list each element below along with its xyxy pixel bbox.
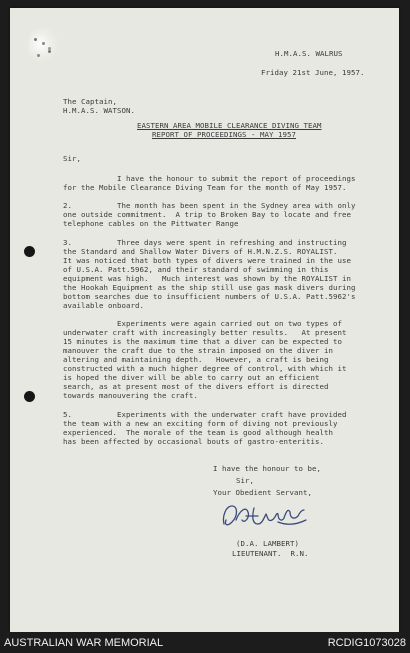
paragraph-4-line: underwater craft with increasingly better results. At present: [63, 328, 347, 337]
paragraph-3-line: equipment was high. Much interest was shown by the ROYALIST in: [63, 274, 351, 283]
paragraph-1-line: for the Mobile Clearance Diving Team for the month of May 1957.: [63, 183, 347, 192]
paragraph-3-line: bottom searches due to insufficient numbers of U.S.A. Patt.5962's: [63, 292, 356, 301]
paragraph-5-line: has been affected by occasional bouts of gastro-enteritis.: [63, 437, 324, 446]
header-ship: H.M.A.S. WALRUS: [275, 49, 343, 58]
paragraph-5-line: 5. Experiments with the underwater craft have provided: [63, 410, 347, 419]
paragraph-2-line: 2. The month has been spent in the Sydney area with only: [63, 201, 356, 210]
paragraph-1-line: I have the honour to submit the report of proceedings: [63, 174, 356, 183]
paragraph-4-line: manouver the craft due to the strain imposed on the diver in: [63, 346, 333, 355]
footer-record-id: RCDIG1073028: [327, 637, 406, 649]
paragraph-3-line: the Standard and Shallow Water Divers of H.M.N.Z.S. ROYALIST.: [63, 247, 338, 256]
paragraph-2-line: one outside commitment. A trip to Broken Bay to locate and free: [63, 210, 351, 219]
paper-stain: [28, 28, 60, 64]
punch-hole-bottom: [24, 391, 35, 402]
paragraph-4-line: constructed with a much higher degree of control, with which it: [63, 364, 347, 373]
paragraph-4-line: 15 minutes is the maximum time that a diver can be expected to: [63, 337, 342, 346]
paragraph-3-line: 3. Three days were spent in refreshing and instructing: [63, 238, 347, 247]
paragraph-4-line: towards manouvering the craft.: [63, 391, 198, 400]
handwritten-signature: [218, 498, 308, 532]
paragraph-4-line: Experiments were again carried out on two types of: [63, 319, 342, 328]
paragraph-5-line: experienced. The morale of the team is good although health: [63, 428, 333, 437]
paragraph-3-line: It was noticed that both types of divers were trained in the use: [63, 256, 351, 265]
report-heading-2: REPORT OF PROCEEDINGS - MAY 1957: [152, 130, 296, 139]
addressee-line-2: H.M.A.S. WATSON.: [63, 106, 135, 115]
paragraph-4-line: search, as at present most of the divers effort is directed: [63, 382, 329, 391]
footer-institution: AUSTRALIAN WAR MEMORIAL: [4, 637, 164, 649]
paragraph-4-line: is hoped the diver will be able to carry out an efficient: [63, 373, 320, 382]
closing-line-2: Sir,: [236, 476, 254, 485]
paragraph-3-line: available onboard.: [63, 301, 144, 310]
header-date: Friday 21st June, 1957.: [261, 68, 365, 77]
paragraph-2-line: telephone cables on the Pittwater Range: [63, 219, 239, 228]
paragraph-4-line: altering and maintaining depth. However, a craft is being: [63, 355, 329, 364]
salutation: Sir,: [63, 154, 81, 163]
paragraph-3-line: of U.S.A. Patt.5962, and their standard of swimming in this: [63, 265, 329, 274]
report-heading-1: EASTERN AREA MOBILE CLEARANCE DIVING TEAM: [137, 121, 322, 130]
document-page: [10, 8, 399, 632]
signatory-name: (D.A. LAMBERT): [236, 539, 299, 548]
paragraph-3-line: the Hookah Equipment as the ship still use gas mask divers during: [63, 283, 356, 292]
punch-hole-top: [24, 246, 35, 257]
addressee-line-1: The Captain,: [63, 97, 117, 106]
closing-line-3: Your Obedient Servant,: [213, 488, 312, 497]
archive-footer: [0, 632, 410, 653]
closing-line-1: I have the honour to be,: [213, 464, 321, 473]
signatory-rank: LIEUTENANT. R.N.: [232, 549, 309, 558]
paragraph-5-line: the team with a new an exciting form of diving not previously: [63, 419, 338, 428]
